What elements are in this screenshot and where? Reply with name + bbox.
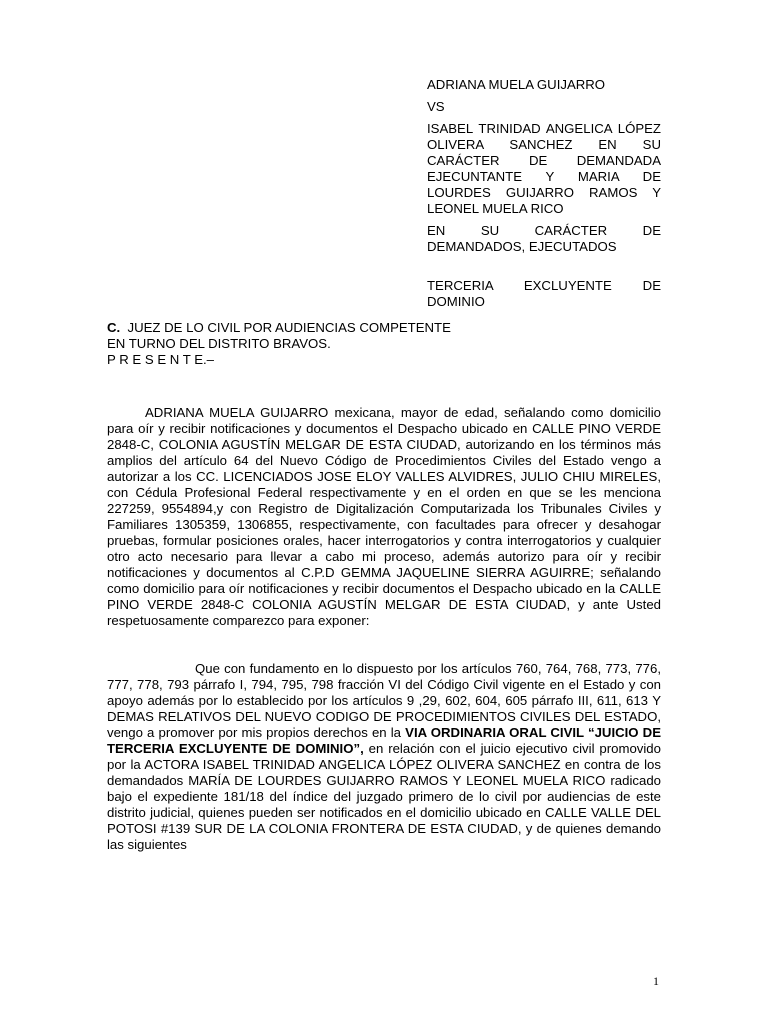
paragraph-2-text-a: Que con fundamento en lo dispuesto por los artículos 760, 764, 768, 773, 776, 777, 778, 793 párrafo I, 794, 795, 798 fracción VI del Código Civil vigente en el Estado y con apoyo además por lo establecido por los artículos 9 ,29, 602, 604, 605 párrafo III, 611, 613 Y DEMAS RELATIVOS DEL NUEVO CODIGO DE PROCEDIMIENTOS CIVILES DEL ESTADO, vengo a promover por mis propios derechos en la [107,661,661,740]
paragraph-2-text-b: en relación con el juicio ejecutivo civil promovido por la ACTORA ISABEL TRINIDAD ANGELICA LÓPEZ OLIVERA SANCHEZ en contra de los demandados MARÍA DE LOURDES GUIJARRO RAMOS Y LEONEL MUELA RICO radicado bajo el expediente 181/18 del índice del juzgado primero de lo civil por audiencias de este distrito judicial, quienes pueden ser notificados en el domicilio ubicado en CALLE VALLE DEL POTOSI #139 SUR DE LA COLONIA FRONTERA DE ESTA CIUDAD, y de quienes demando las siguientes [107,741,661,852]
versus-label: VS [427,99,445,114]
body-paragraph-2 [107,661,661,853]
addressee-block [107,320,527,368]
body-paragraph-1 [107,405,661,629]
defendant-description: ISABEL TRINIDAD ANGELICA LÓPEZ OLIVERA SANCHEZ EN SU CARÁCTER DE DEMANDADA EJECUNTANTE Y MARIA DE LOURDES GUIJARRO RAMOS Y LEONEL MUELA RICO [427,121,661,216]
paragraph-2-bold: VIA ORDINARIA ORAL CIVIL “JUICIO DE TERCERIA EXCLUYENTE DE DOMINIO”, [107,725,662,756]
plaintiff-name: ADRIANA MUELA GUIJARRO [427,77,606,92]
parties-header [427,77,661,310]
defendant-role: EN SU CARÁCTER DE DEMANDADOS, EJECUTADOS [427,223,661,254]
addressee-line-1 [107,320,527,336]
addressee-prefix: C. [107,320,121,335]
paragraph-1-text: ADRIANA MUELA GUIJARRO mexicana, mayor de edad, señalando como domicilio para oír y recibir notificaciones y documentos el Despacho ubicado en CALLE PINO VERDE 2848-C, COLONIA AGUSTÍN MELGAR DE ESTA CIUDAD, autorizando en los términos más amplios del artículo 64 del Nuevo Código de Procedimientos Civiles del Estado vengo a autorizar a los CC. LICENCIADOS JOSE ELOY VALLES ALVIDRES, JULIO CHIU MIRELES, con Cédula Profesional Federal respectivamente y en el orden en que se les menciona 227259, 9554894,y con Registro de Digitalización Computarizada los Tribunales Civiles y Familiares 1305359, 1306855, respectivamente, con facultades para ofrecer y desahogar pruebas, formular posiciones orales, hacer interrogatorios y contra interrogatorios y cualquier otro acto necesario para llevar a cabo mi proceso, además autorizo para oír y recibir notificaciones y documentos al C.P.D GEMMA JAQUELINE SIERRA AGUIRRE; señalando como domicilio para oír notificaciones y recibir documentos el Despacho ubicado en la CALLE PINO VERDE 2848-C COLONIA AGUSTÍN MELGAR DE ESTA CIUDAD, y ante Usted respetuosamente comparezco para exponer: [107,405,661,628]
addressee-title: JUEZ DE LO CIVIL POR AUDIENCIAS COMPETENTE [127,320,451,335]
case-subject: TERCERIA EXCLUYENTE DE DOMINIO [427,278,661,309]
page-number: 1 [653,974,659,988]
presente-line: P R E S E N T E.– [107,352,215,367]
addressee-line-2: EN TURNO DEL DISTRITO BRAVOS. [107,336,331,351]
